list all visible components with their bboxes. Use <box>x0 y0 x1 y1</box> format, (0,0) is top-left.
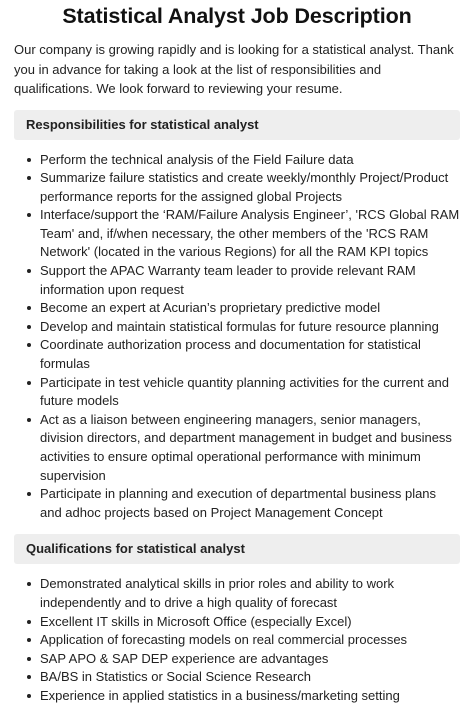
list-item: Demonstrated analytical skills in prior roles and ability to work independently and to drive a high quality of forecast <box>40 575 460 612</box>
list-item: Support the APAC Warranty team leader to provide relevant RAM information upon request <box>40 262 460 299</box>
list-item: Excellent IT skills in Microsoft Office (especially Excel) <box>40 613 460 632</box>
list-item: Experience in applied statistics in a business/marketing setting <box>40 687 460 706</box>
list-item: Develop and maintain statistical formulas for future resource planning <box>40 318 460 337</box>
list-item: BA/BS in Statistics or Social Science Research <box>40 668 460 687</box>
list-item: Coordinate authorization process and documentation for statistical formulas <box>40 336 460 373</box>
qualifications-list <box>14 575 460 705</box>
page-title: Statistical Analyst Job Description <box>62 4 412 28</box>
list-item: Application of forecasting models on real commercial processes <box>40 631 460 650</box>
list-item: SAP APO & SAP DEP experience are advantages <box>40 650 460 669</box>
list-item: Perform the technical analysis of the Field Failure data <box>40 151 460 170</box>
qualifications-heading: Qualifications for statistical analyst <box>14 534 460 564</box>
list-item: Become an expert at Acurian’s proprietary predictive model <box>40 299 460 318</box>
list-item: Act as a liaison between engineering managers, senior managers, division directors, and department management in budget and business activities to ensure optimal operational performance with minimum supervision <box>40 411 460 485</box>
responsibilities-heading: Responsibilities for statistical analyst <box>14 110 460 140</box>
list-item: Participate in test vehicle quantity planning activities for the current and future models <box>40 374 460 411</box>
responsibilities-list <box>14 151 460 523</box>
intro-paragraph: Our company is growing rapidly and is looking for a statistical analyst. Thank you in advance for taking a look at the list of responsibilities and qualifications. We look forward to reviewing your resume. <box>14 42 454 96</box>
list-item: Participate in planning and execution of departmental business plans and adhoc projects based on Project Management Concept <box>40 485 460 522</box>
list-item: Interface/support the ‘RAM/Failure Analysis Engineer’, 'RCS Global RAM Team' and, if/when necessary, the other members of the 'RCS RAM Network' (located in the various Regions) for all the RAM KPI topics <box>40 206 460 262</box>
list-item: Summarize failure statistics and create weekly/monthly Project/Product performance reports for the assigned global Projects <box>40 169 460 206</box>
